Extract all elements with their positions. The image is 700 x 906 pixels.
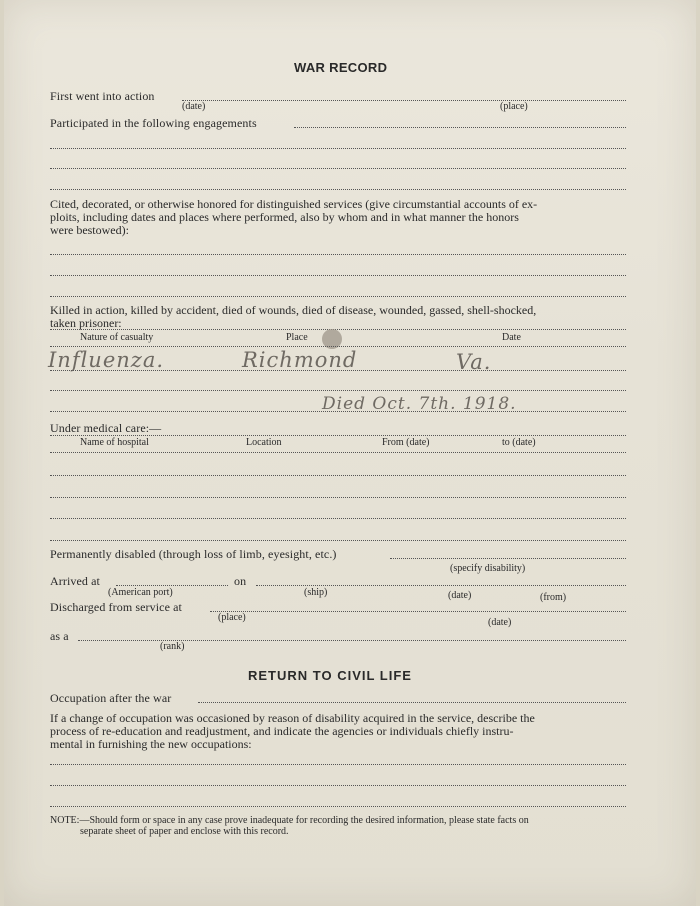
cited-line-blank <box>50 254 626 255</box>
casualty-line: Killed in action, killed by accident, died of wounds, died of disease, wounded, gassed, shell-shocked, <box>50 303 537 317</box>
col-date: Date <box>502 332 521 343</box>
casualty-rule <box>50 370 626 371</box>
cited-line-blank <box>50 296 626 297</box>
discharged-date-sub: (date) <box>488 617 512 628</box>
cited-line: ploits, including dates and places where performed, also by whom and in what manner the honors <box>50 210 519 224</box>
col-nature-of-casualty: Nature of casualty <box>80 332 154 343</box>
arrived-on-label: on <box>234 574 247 588</box>
note-line: NOTE:—Should form or space in any case prove inadequate for recording the desired information, please state facts on <box>50 815 529 826</box>
cited-paragraph <box>50 198 626 237</box>
change-line: If a change of occupation was occasioned by reason of disability acquired in the service, describe the <box>50 711 535 725</box>
casualty-rule <box>50 329 626 330</box>
handwritten-nature: Influenza. <box>48 348 165 372</box>
arrived-from-sub: (from) <box>540 592 567 603</box>
disabled-sub-label: (specify disability) <box>450 563 526 574</box>
engagements-line <box>294 127 626 128</box>
occupation-label: Occupation after the war <box>50 691 172 705</box>
col-to: to (date) <box>502 437 536 448</box>
page-title: WAR RECORD <box>294 60 388 75</box>
change-line: process of re-education and readjustment, and indicate the agencies or individuals chiefly instru- <box>50 724 514 738</box>
casualty-line: taken prisoner: <box>50 316 122 330</box>
first-action-line <box>182 100 626 101</box>
engagements-line <box>50 148 626 149</box>
cited-line: Cited, decorated, or otherwise honored for distinguished services (give circumstantial accounts of ex- <box>50 197 538 211</box>
engagements-line <box>50 189 626 190</box>
change-line: mental in furnishing the new occupations: <box>50 737 252 751</box>
col-hospital: Name of hospital <box>80 437 149 448</box>
arrived-label: Arrived at <box>50 574 100 588</box>
change-line-blank <box>50 785 626 786</box>
medical-rule <box>50 452 626 453</box>
change-line-blank <box>50 764 626 765</box>
discharged-line <box>210 611 626 612</box>
disabled-line <box>390 558 626 559</box>
first-action-label: First went into action <box>50 89 155 103</box>
arrived-date-sub: (date) <box>448 590 472 601</box>
as-a-label: as a <box>50 629 69 643</box>
change-paragraph <box>50 712 626 751</box>
engagements-line <box>50 168 626 169</box>
handwritten-state: Va. <box>456 350 492 374</box>
casualty-rule <box>50 346 626 347</box>
cited-line: were bestowed): <box>50 223 129 237</box>
discharged-label: Discharged from service at <box>50 600 182 614</box>
col-from: From (date) <box>382 437 430 448</box>
discharged-place-sub: (place) <box>218 612 246 623</box>
medical-rule <box>50 518 626 519</box>
casualty-paragraph <box>50 304 626 330</box>
handwritten-place: Richmond <box>242 348 358 372</box>
disabled-label: Permanently disabled (through loss of limb, eyesight, etc.) <box>50 547 337 561</box>
medical-rule <box>50 497 626 498</box>
footer-note <box>50 815 529 837</box>
form-page <box>4 0 696 906</box>
civil-life-title: RETURN TO CIVIL LIFE <box>248 668 412 683</box>
medical-label: Under medical care:— <box>50 421 162 435</box>
col-location: Location <box>246 437 282 448</box>
col-place: Place <box>286 332 308 343</box>
arrived-ship-line <box>256 585 626 586</box>
cited-line-blank <box>50 275 626 276</box>
arrived-ship-sub: (ship) <box>304 587 328 598</box>
change-line-blank <box>50 806 626 807</box>
medical-rule <box>50 475 626 476</box>
casualty-rule <box>50 390 626 391</box>
medical-rule <box>50 435 626 436</box>
casualty-rule <box>50 411 626 412</box>
as-a-rank-sub: (rank) <box>160 641 185 652</box>
note-line: separate sheet of paper and enclose with this record. <box>80 826 289 837</box>
engagements-label: Participated in the following engagements <box>50 116 257 130</box>
arrived-port-sub: (American port) <box>108 587 173 598</box>
handwritten-died: Died Oct. 7th. 1918. <box>322 394 517 414</box>
first-action-place-label: (place) <box>500 101 528 112</box>
medical-rule <box>50 540 626 541</box>
first-action-date-label: (date) <box>182 101 206 112</box>
occupation-line <box>198 702 626 703</box>
arrived-port-line <box>116 585 228 586</box>
